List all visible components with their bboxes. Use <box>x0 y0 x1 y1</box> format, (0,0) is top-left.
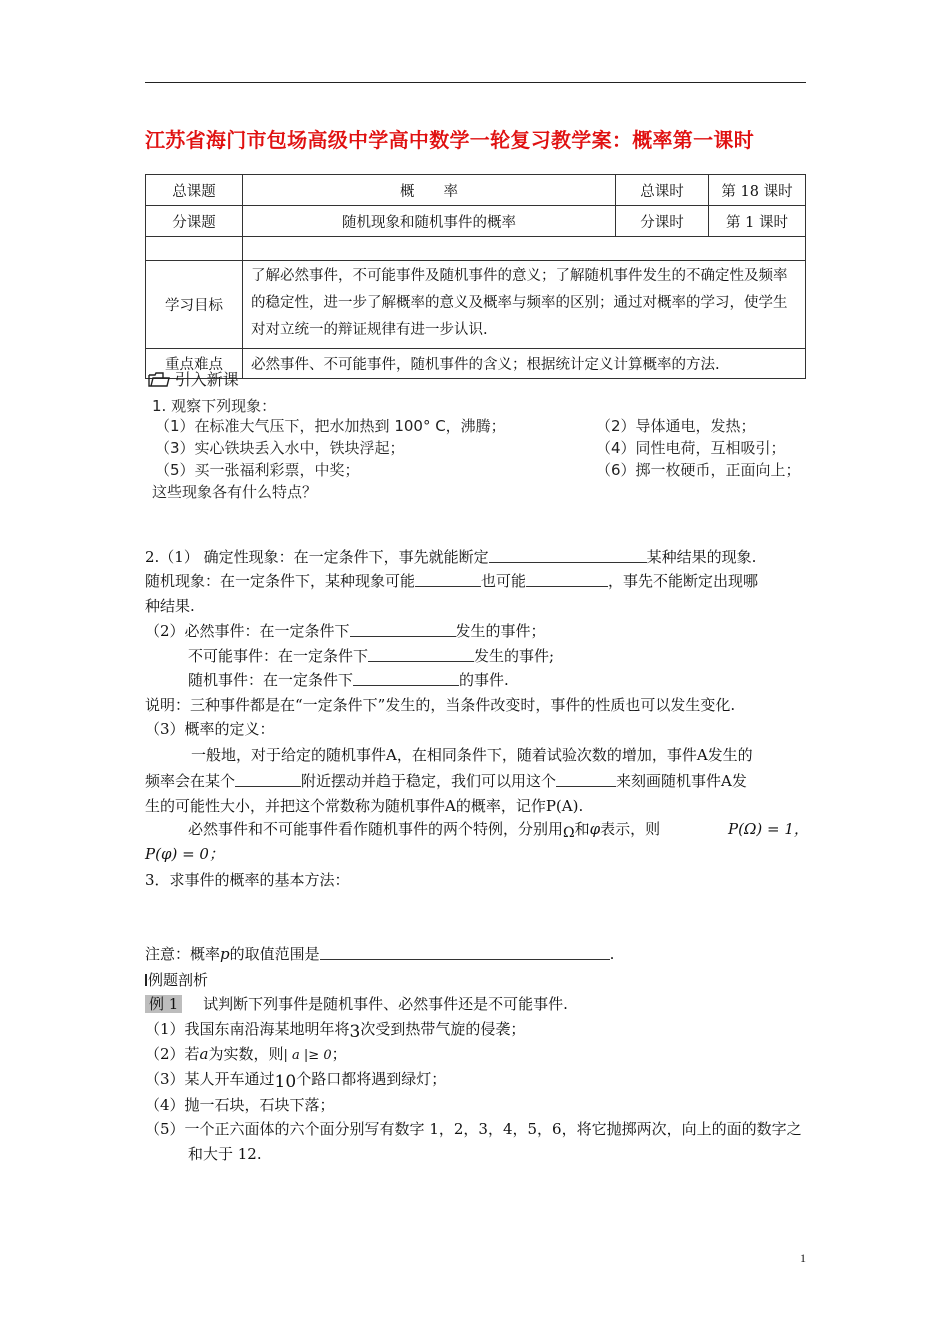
s2-eq-phi: P(φ) = 0； <box>145 845 224 863</box>
s2-eq-omega: P(Ω) = 1， <box>728 820 809 838</box>
blank <box>526 572 608 587</box>
blank <box>320 945 610 960</box>
page-number: 1 <box>800 1251 806 1265</box>
intro-item-4: （4）同性电荷，互相吸引； <box>596 439 786 457</box>
example-item-5-cont: 和大于 12. <box>188 1145 262 1163</box>
s3-heading: 3．求事件的概率的基本方法： <box>145 871 350 889</box>
cell-key-label: 重点难点 <box>146 349 243 379</box>
s2-note: 说明：三种事件都是在“一定条件下”发生的，当条件改变时，事件的性质也可以发生变化. <box>145 696 736 714</box>
intro-q1: 1. 观察下列现象： <box>152 397 277 415</box>
s2-line-6: 随机事件：在一定条件下 的事件. <box>188 671 509 689</box>
blank <box>415 572 481 587</box>
intro-item-1: （1）在标准大气压下，把水加热到 100° C，沸腾； <box>155 417 506 435</box>
intro-question: 这些现象各有什么特点？ <box>152 483 318 501</box>
s2-line-5: 不可能事件：在一定条件下 发生的事件; <box>188 647 555 665</box>
blank <box>489 548 647 563</box>
cell-total-topic-label: 总课题 <box>146 175 243 206</box>
marker-icon <box>145 974 147 986</box>
example-item-4: （4）抛一石块，石块下落； <box>145 1096 335 1114</box>
s2-line-2: 随机现象：在一定条件下，某种现象可能 也可能 ，事先不能断定出现哪 <box>145 572 759 590</box>
intro-heading: 引入新课 <box>148 369 239 391</box>
s2-line-1: 2.（1） 确定性现象：在一定条件下，事先就能断定 某种结果的现象. <box>145 548 757 566</box>
cell-sub-hours-label: 分课时 <box>616 206 709 237</box>
example-item-5: （5）一个正六面体的六个面分别写有数字 1，2，3，4，5，6，将它抛掷两次，向上的面的数字之 <box>145 1120 802 1138</box>
intro-item-2: （2）导体通电，发热； <box>596 417 756 435</box>
blank <box>556 772 616 787</box>
s2-line-9: 一般地，对于给定的随机事件A，在相同条件下，随着试验次数的增加，事件A发生的 <box>191 746 753 764</box>
s2-line-11: 生的可能性大小，并把这个常数称为随机事件A的概率，记作P(A). <box>145 797 584 815</box>
s2-line-12: 必然事件和不可能事件看作随机事件的两个特例，分别用Ω和φ表示，则 <box>188 820 661 841</box>
example-label: 例 1 <box>145 995 182 1013</box>
example-item-3: （3）某人开车通过10个路口都将遇到绿灯； <box>145 1070 447 1092</box>
s3-note: 注意：概率p的取值范围是 . <box>145 945 615 963</box>
table-row <box>146 175 806 206</box>
page-title: 江苏省海门市包场高级中学高中数学一轮复习教学案：概率第一课时 <box>145 128 754 152</box>
blank <box>368 647 474 662</box>
s2-line-4: （2）必然事件：在一定条件下 发生的事件； <box>145 622 546 640</box>
intro-item-5: （5）买一张福利彩票，中奖； <box>155 461 360 479</box>
cell-sub-topic-label: 分课题 <box>146 206 243 237</box>
folder-icon <box>148 372 170 387</box>
table-row <box>146 261 806 349</box>
blank <box>350 622 456 637</box>
cell-total-hours: 第 18 课时 <box>709 175 806 206</box>
cell-total-topic: 概 率 <box>243 175 616 206</box>
cell-key: 必然事件、不可能事件，随机事件的含义；根据统计定义计算概率的方法. <box>243 349 806 379</box>
cell-sub-hours: 第 1 课时 <box>709 206 806 237</box>
header-rule <box>145 82 806 83</box>
table-row <box>146 349 806 379</box>
table-row-empty <box>146 237 806 261</box>
s2-line-3: 种结果. <box>145 597 195 615</box>
table-row <box>146 206 806 237</box>
cell-sub-topic: 随机现象和随机事件的概率 <box>243 206 616 237</box>
intro-item-3: （3）实心铁块丢入水中，铁块浮起； <box>155 439 405 457</box>
s2-line-8: （3）概率的定义： <box>145 720 275 738</box>
blank <box>353 671 459 686</box>
cell-goals-label: 学习目标 <box>146 261 243 349</box>
example-1-prompt: 例 1 试判断下列事件是随机事件、必然事件还是不可能事件. <box>145 993 568 1015</box>
cell-goals: 了解必然事件，不可能事件及随机事件的意义；了解随机事件发生的不确定性及频率的稳定性，进一步了解概率的意义及概率与频率的区别；通过对概率的学习，使学生对对立统一的辩证规律有进一步认识. <box>243 261 806 349</box>
lesson-info-table <box>145 174 806 379</box>
example-item-1: （1）我国东南沿海某地明年将3次受到热带气旋的侵袭； <box>145 1020 526 1042</box>
examples-heading: 例题剖析 <box>145 969 208 991</box>
cell-total-hours-label: 总课时 <box>616 175 709 206</box>
intro-item-6: （6）掷一枚硬币，正面向上； <box>596 461 801 479</box>
blank <box>235 772 301 787</box>
s2-line-10: 频率会在某个 附近摆动并趋于稳定，我们可以用这个 来刻画随机事件A发 <box>145 772 747 790</box>
example-item-2: （2）若a为实数，则| a |≥ 0； <box>145 1045 347 1063</box>
